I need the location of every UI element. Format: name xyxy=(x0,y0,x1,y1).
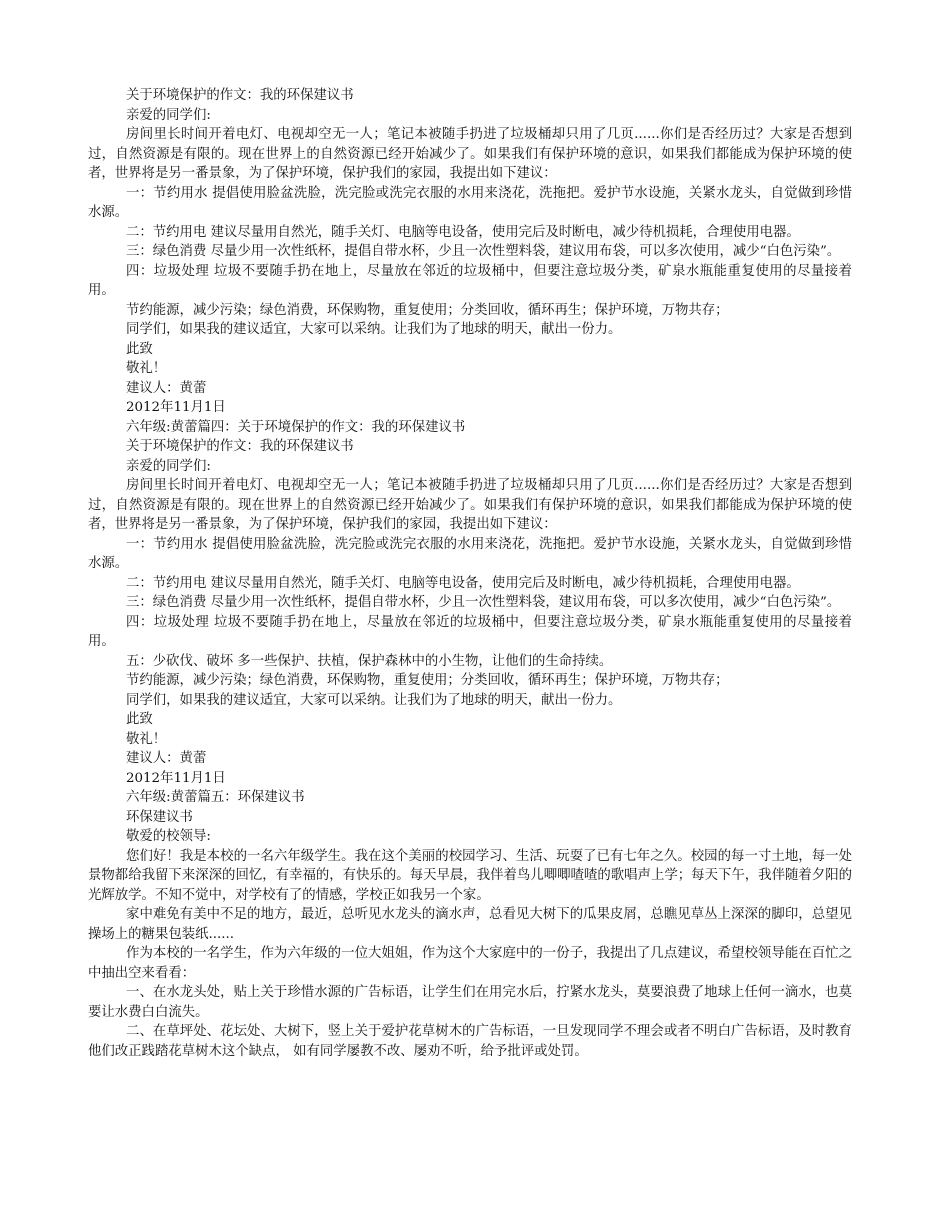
paragraph: 同学们，如果我的建议适宜，大家可以采纳。让我们为了地球的明天，献出一份力。 xyxy=(126,322,622,337)
paragraph: 一：节约用水 提倡使用脸盆洗脸，洗完脸或洗完衣服的水用来浇花，洗拖把。爱护节水设施，关紧水龙头，自觉做到珍惜水源。 xyxy=(88,536,852,571)
salutation: 亲爱的同学们: xyxy=(126,458,211,474)
closing: 敬礼！ xyxy=(126,731,167,747)
paragraph: 您们好！我是本校的一名六年级学生。我在这个美丽的校园学习、生活、玩耍了已有七年之久。校园的每一寸土地，每一处景物都给我留下来深深的回忆，有幸福的，有快乐的。每天早晨，我伴着鸟儿唧唧喳喳的歌唱声上学；每天下午，我伴随着夕阳的光辉放学。不知不觉中，对学校有了的情感，学校正如我另一个家。 xyxy=(88,848,852,903)
essay-title: 关于环境保护的作文：我的环保建议书 xyxy=(126,88,354,103)
closing: 此致 xyxy=(126,712,153,727)
closing: 敬礼！ xyxy=(126,361,167,376)
paragraph: 家中难免有美中不足的地方，最近，总听见水龙头的滴水声，总看见大树下的瓜果皮屑，总瞧见草丛上深深的脚印，总望见操场上的糖果包装纸...... xyxy=(88,907,852,942)
paragraph: 四：垃圾处理 垃圾不要随手扔在地上，尽量放在邻近的垃圾桶中，但要注意垃圾分类，矿泉水瓶能重复使用的尽量接着用。 xyxy=(88,614,852,649)
paragraph: 一、在水龙头处，贴上关于珍惜水源的广告标语，让学生们在用完水后，拧紧水龙头，莫要浪费了地球上任何一滴水，也莫要让水费白白流失。 xyxy=(88,985,852,1020)
paragraph: 房间里长时间开着电灯、电视却空无一人；笔记本被随手扔进了垃圾桶却只用了几页......你们是否经历过？大家是否想到过，自然资源是有限的。现在世界上的自然资源已经开始减少了。如果我们有保护环境的意识，如果我们都能成为保护环境的使者，世界将是另一番景象，为了保护环境，保护我们的家园，我提出如下建议： xyxy=(88,478,852,532)
date: 2012年11月1日 xyxy=(126,400,226,415)
signature: 建议人：黄蕾 xyxy=(126,380,207,396)
document-body xyxy=(88,86,852,1061)
paragraph: 二：节约用电 建议尽量用自然光，随手关灯、电脑等电设备，使用完后及时断电，减少待机损耗，合理使用电器。 xyxy=(126,224,800,240)
paragraph: 三：绿色消费 尽量少用一次性纸杯，提倡自带水杯，少且一次性塑料袋，建议用布袋，可以多次使用，减少“白色污染”。 xyxy=(126,595,841,610)
paragraph: 五：少砍伐、破坏 多一些保护、扶植，保护森林中的小生物，让他们的生命持续。 xyxy=(126,653,613,669)
section-heading: 六年级:黄蕾篇四：关于环境保护的作文：我的环保建议书 xyxy=(126,419,466,435)
essay-title: 关于环境保护的作文：我的环保建议书 xyxy=(126,439,354,454)
paragraph: 同学们，如果我的建议适宜，大家可以采纳。让我们为了地球的明天，献出一份力。 xyxy=(126,692,622,708)
closing: 此致 xyxy=(126,341,153,357)
paragraph: 作为本校的一名学生，作为六年级的一位大姐姐，作为这个大家庭中的一份子，我提出了几点建议，希望校领导能在百忙之中抽出空来看看： xyxy=(88,946,852,981)
paragraph: 房间里长时间开着电灯、电视却空无一人；笔记本被随手扔进了垃圾桶却只用了几页......你们是否经历过？大家是否想到过，自然资源是有限的。现在世界上的自然资源已经开始减少了。如果我们有保护环境的意识，如果我们都能成为保护环境的使者，世界将是另一番景象，为了保护环境，保护我们的家园，我提出如下建议： xyxy=(88,127,852,181)
paragraph: 节约能源，减少污染；绿色消费，环保购物，重复使用；分类回收，循环再生；保护环境，万物共存； xyxy=(126,302,729,318)
section-heading: 六年级:黄蕾篇五：环保建议书 xyxy=(126,790,305,805)
paragraph: 节约能源，减少污染；绿色消费，环保购物，重复使用；分类回收，循环再生；保护环境，万物共存； xyxy=(126,673,729,688)
paragraph: 三：绿色消费 尽量少用一次性纸杯，提倡自带水杯，少且一次性塑料袋，建议用布袋，可以多次使用，减少“白色污染”。 xyxy=(126,244,841,259)
salutation: 敬爱的校领导: xyxy=(126,829,211,844)
paragraph: 一：节约用水 提倡使用脸盆洗脸，洗完脸或洗完衣服的水用来浇花，洗拖把。爱护节水设施，关紧水龙头，自觉做到珍惜水源。 xyxy=(88,185,852,220)
essay-title: 环保建议书 xyxy=(126,809,193,825)
paragraph: 四：垃圾处理 垃圾不要随手扔在地上，尽量放在邻近的垃圾桶中，但要注意垃圾分类，矿泉水瓶能重复使用的尽量接着用。 xyxy=(88,263,852,298)
paragraph: 二：节约用电 建议尽量用自然光，随手关灯、电脑等电设备，使用完后及时断电，减少待机损耗，合理使用电器。 xyxy=(126,575,800,591)
salutation: 亲爱的同学们: xyxy=(126,107,211,123)
signature: 建议人：黄蕾 xyxy=(126,751,207,766)
paragraph: 二、在草坪处、花坛处、大树下，竖上关于爱护花草树木的广告标语，一旦发现同学不理会或者不明白广告标语，及时教育他们改正践踏花草树木这个缺点， 如有同学屡教不改、屡劝不听，给予批评或处罚。 xyxy=(88,1024,852,1059)
date: 2012年11月1日 xyxy=(126,770,226,786)
